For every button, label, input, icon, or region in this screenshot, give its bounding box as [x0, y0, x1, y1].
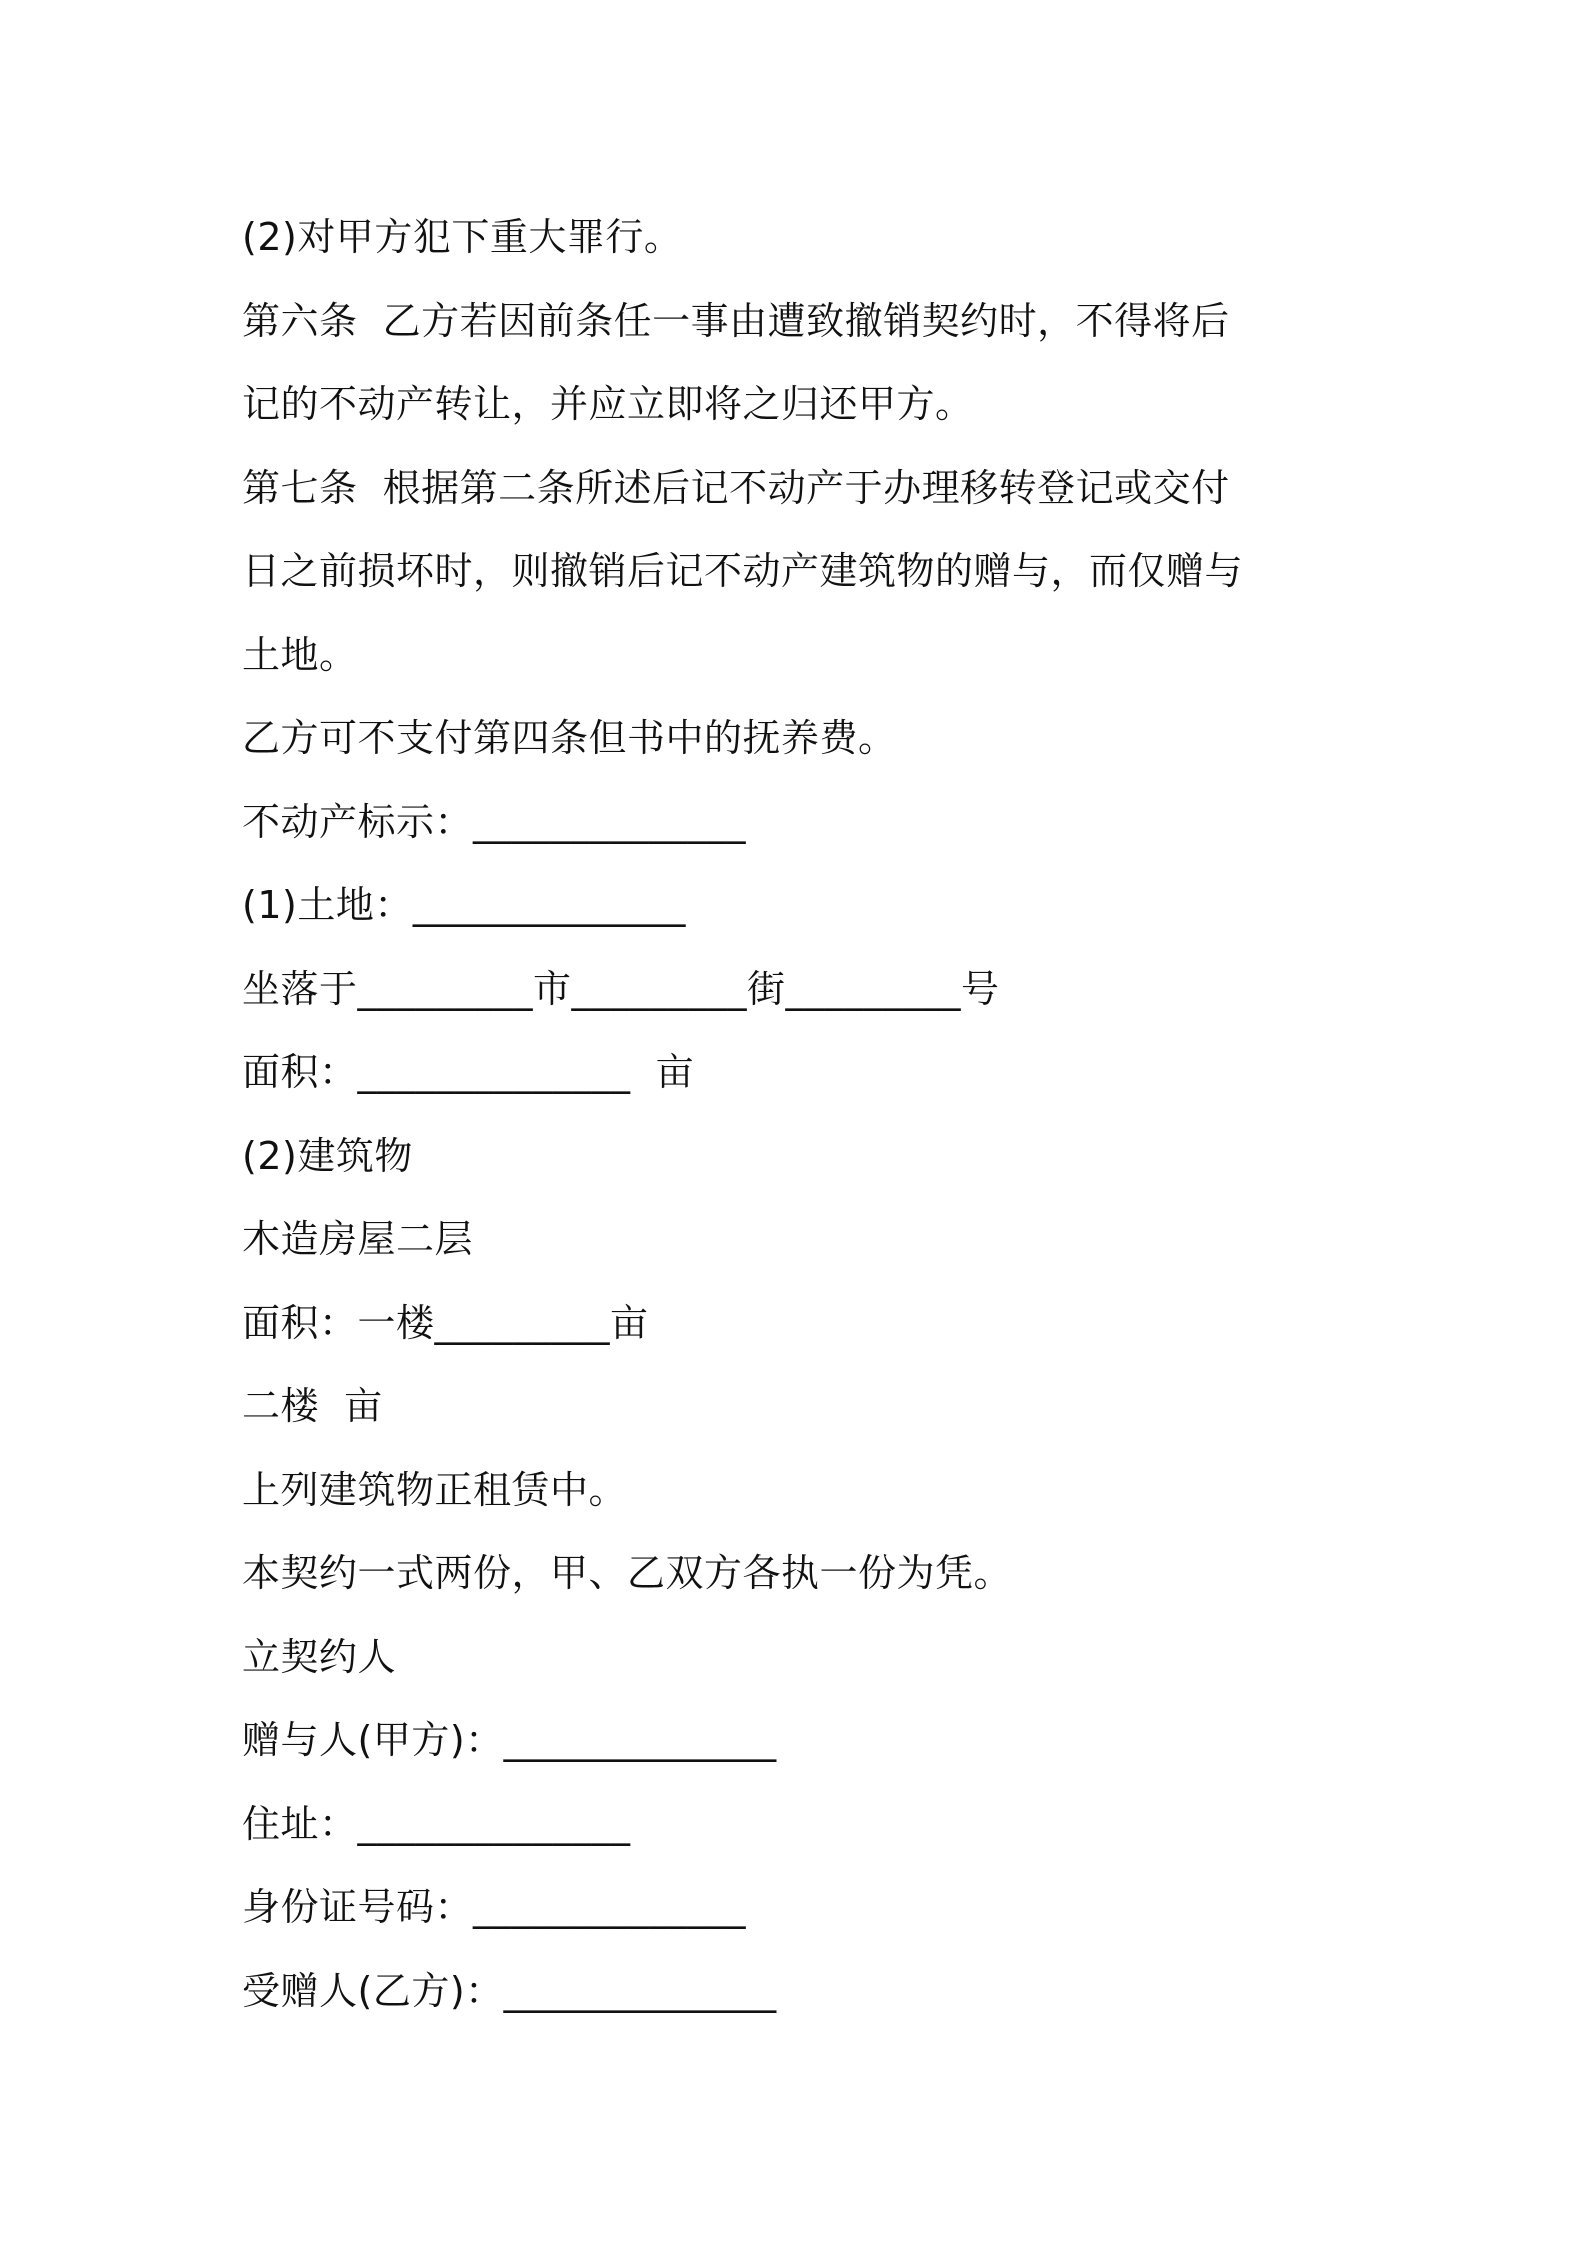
- donor-field: 赠与人(甲方)：______________: [242, 1718, 777, 1762]
- address-field: 住址：______________: [242, 1801, 631, 1846]
- land-area-field: 面积：______________ 亩: [242, 1050, 695, 1094]
- article-7-line-2: 日之前损坏时，则撤销后记不动产建筑物的赠与，而仅赠与: [242, 549, 1244, 593]
- signatories-heading: 立契约人: [242, 1634, 397, 1679]
- donee-field: 受赠人(乙方)：______________: [242, 1968, 777, 2013]
- article-7-line-3: 土地。: [242, 632, 358, 677]
- first-floor-area-field: 面积：一楼_________亩: [242, 1300, 649, 1345]
- clause-item-2-line: (2)对甲方犯下重大罪行。: [242, 215, 683, 259]
- second-floor-area-field: 二楼 亩: [242, 1384, 383, 1428]
- article-7-line-1: 第七条 根据第二条所述后记不动产于办理移转登记或交付: [242, 465, 1230, 510]
- location-field: 坐落于_________市_________街_________号: [242, 966, 1000, 1011]
- land-field: (1)土地：______________: [242, 883, 686, 927]
- building-type: 木造房屋二层: [242, 1217, 474, 1261]
- article-6-line-2: 记的不动产转让，并应立即将之归还甲方。: [242, 382, 974, 426]
- article-6-line-1: 第六条 乙方若因前条任一事由遭致撤销契约时，不得将后: [242, 298, 1230, 343]
- id-number-field: 身份证号码：______________: [242, 1885, 747, 1929]
- lease-note: 上列建筑物正租赁中。: [242, 1467, 628, 1512]
- support-fee-note: 乙方可不支付第四条但书中的抚养费。: [242, 716, 897, 760]
- document-body: [242, 196, 1362, 2033]
- building-heading: (2)建筑物: [242, 1133, 413, 1178]
- property-label-field: 不动产标示：______________: [242, 799, 747, 844]
- copies-note: 本契约一式两份，甲、乙双方各执一份为凭。: [242, 1551, 1013, 1595]
